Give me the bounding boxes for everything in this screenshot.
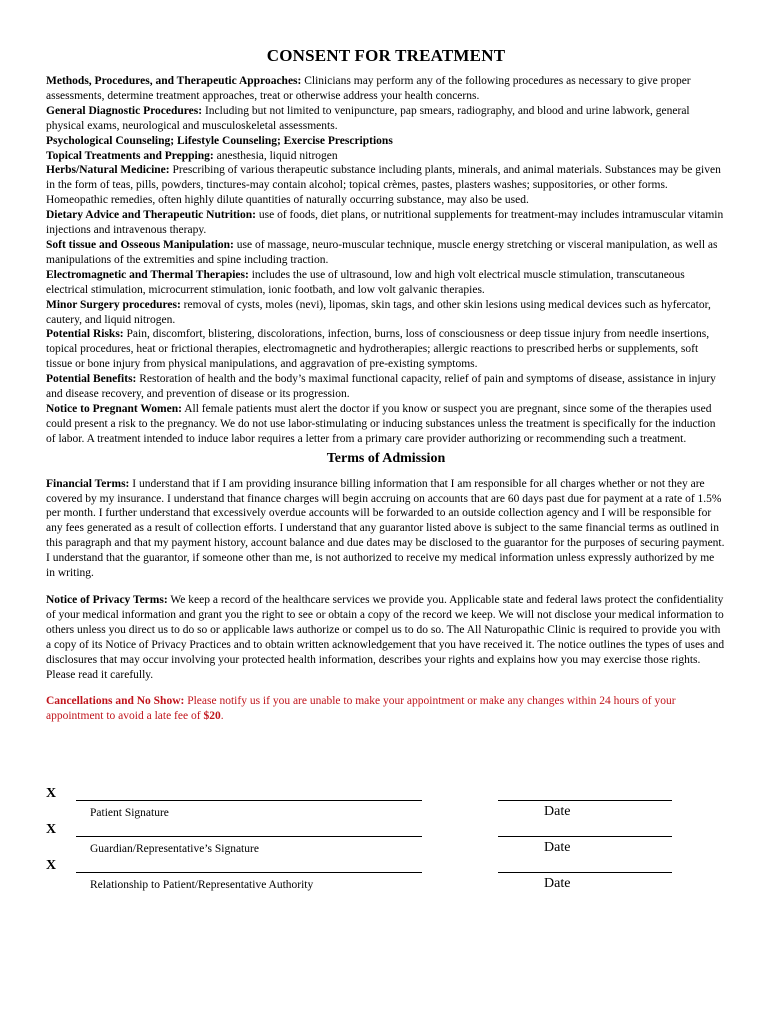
signature-mark: X [46,822,57,837]
section-heading: Soft tissue and Osseous Manipulation: [46,238,234,251]
signature-mark: X [46,858,57,873]
financial-terms [46,477,726,581]
signature-mark: X [46,786,57,801]
relationship-field[interactable] [76,872,422,873]
section-text: includes the use of ultrasound, low and high volt electrical muscle stimulation, transcutaneous electrical stimulation, microcurrent stimulation, ionic footbath, and low volt galvanic therapies. [46,268,685,296]
section-risks [46,327,726,372]
cancellation-notice [46,694,726,724]
section-text: removal of cysts, moles (nevi), lipomas, skin tags, and other skin lesions using medical devices such as hyfercator, cautery, and liquid nitrogen. [46,298,711,326]
cancellation-heading: Cancellations and No Show: [46,695,185,708]
section-heading: Minor Surgery procedures: [46,298,181,311]
date-label: Date [544,804,571,819]
privacy-terms [46,593,726,682]
section-heading: Psychological Counseling; Lifestyle Counseling; Exercise Prescriptions [46,134,393,147]
patient-signature-field[interactable] [76,800,422,801]
section-heading: General Diagnostic Procedures: [46,104,203,117]
section-text: anesthesia, liquid nitrogen [213,149,338,162]
date-label: Date [544,840,571,855]
section-minor-surgery [46,298,726,328]
section-heading: Herbs/Natural Medicine: [46,164,170,177]
signature-row-guardian [46,822,726,858]
signature-row-relationship [46,858,726,894]
section-herbs [46,163,726,208]
patient-date-field[interactable] [498,800,672,801]
section-text: Pain, discomfort, blistering, discolorations, infection, burns, loss of consciousness or deep tissue injury from needle insertions, topical procedures, heat or frictional therapies, electromagnetic and hydrotherapies; allergic reactions to prescribed herbs or supplements, soft tissue or bone injury from physical manipulations, and aggravation of pre-existing symptoms. [46,328,710,371]
section-heading: Potential Risks: [46,328,124,341]
relationship-date-field[interactable] [498,872,672,873]
section-text: use of foods, diet plans, or nutritional supplements for treatment-may includes intramuscular vitamin injections and intravenous therapy. [46,209,724,237]
section-text: Restoration of health and the body’s maximal functional capacity, relief of pain and symptoms of disease, assistance in injury and disease recovery, and prevention of disease or its progression. [46,373,716,401]
section-text: use of massage, neuro-muscular technique, muscle energy stretching or visceral manipulation, as well as manipulations of the extremities and spine including traction. [46,238,718,266]
financial-text: I understand that if I am providing insurance billing information that I am responsible for all charges whether or not they are covered by my insurance. I understand that finance charges will begin accruing on accounts that are 60 days past due for payment at a rate of 1.5% per month. I further understand that excessively overdue accounts will be forwarded to an outside collection agency and I will be responsible for any fees generated as a result of collection efforts. I understand that any guarantor listed above is subject to the same financial terms as outlined in this paragraph and that my payment history, account balance and due dates may be disclosed to the guarantor for the purposes of securing payment. I understand that the guarantor, if someone other than me, is not authorized to receive my medical information unless expressly authorized by me in writing. [46,477,725,580]
date-label: Date [544,876,571,891]
section-topical [46,149,726,164]
section-heading: Topical Treatments and Prepping: [46,149,214,162]
guardian-signature-field[interactable] [76,836,422,837]
section-diagnostic [46,104,726,134]
page-title: CONSENT FOR TREATMENT [266,46,506,65]
signature-area [46,786,726,894]
procedures-section [46,74,726,447]
signature-row-patient [46,786,726,822]
section-counseling [46,134,726,149]
section-heading: Electromagnetic and Thermal Therapies: [46,268,249,281]
cancellation-text: Please notify us if you are unable to make your appointment or make any changes within 24 hours of your appointment to avoid a late fee of [46,695,676,723]
section-heading: Methods, Procedures, and Therapeutic Approaches: [46,75,302,87]
patient-signature-label: Patient Signature [90,807,169,819]
section-benefits [46,372,726,402]
section-methods [46,74,726,104]
consent-form [46,46,726,736]
section-text: Including but not limited to venipuncture, pap smears, radiography, and blood and urine labwork, general physical exams, neurological and musculoskeletal assessments. [46,104,690,132]
privacy-heading: Notice of Privacy Terms: [46,594,168,606]
section-heading: Potential Benefits: [46,373,137,386]
section-dietary [46,208,726,238]
late-fee-amount: $20 [203,710,221,723]
guardian-date-field[interactable] [498,836,672,837]
section-heading: Notice to Pregnant Women: [46,402,182,415]
section-pregnant-notice [46,402,726,447]
cancellation-end: . [220,710,224,723]
section-electromagnetic [46,268,726,298]
guardian-signature-label: Guardian/Representative’s Signature [90,843,259,855]
terms-title: Terms of Admission [326,450,446,466]
relationship-label: Relationship to Patient/Representative Authority [90,879,314,891]
financial-heading: Financial Terms: [46,477,130,490]
section-manipulation [46,238,726,268]
privacy-text: We keep a record of the healthcare services we provide you. Applicable state and federal laws protect the confidentiality of your medical information and grant you the right to see or obtain a copy of the record we keep. We will not disclose your medical information to others unless you direct us to do so or applicable laws authorize or compel us to do so. The All Naturopathic Clinic is required to provide you with a copy of its Notice of Privacy Practices and to obtain written acknowledgement that you have received it. The notice outlines the types of uses and disclosures that may occur involving your protected health information, describes your rights and explains how you may exercise those rights. Please read it carefully. [46,594,725,681]
section-text: Prescribing of various therapeutic substance including plants, minerals, and animal materials. Substances may be given in the form of teas, pills, powders, tinctures-may contain alcohol; topical crèmes, pastes, plasters washes; suppositories, or other forms. Homeopathic remedies, often highly dilute quantities of naturally occurring substance, may also be used. [46,164,721,207]
section-text: Clinicians may perform any of the following procedures as necessary to give proper assessments, determine treatment approaches, treat or otherwise address your health concerns. [46,75,691,102]
section-heading: Dietary Advice and Therapeutic Nutrition: [46,209,256,222]
section-text: All female patients must alert the doctor if you know or suspect you are pregnant, since some of the therapies used could present a risk to the pregnancy. We do not use labor-stimulating or inducing substances unless the treatment is specifically for the induction of labor. A treatment intended to induce labor requires a letter from a primary care provider authorizing or recommending such a treatment. [46,402,716,445]
